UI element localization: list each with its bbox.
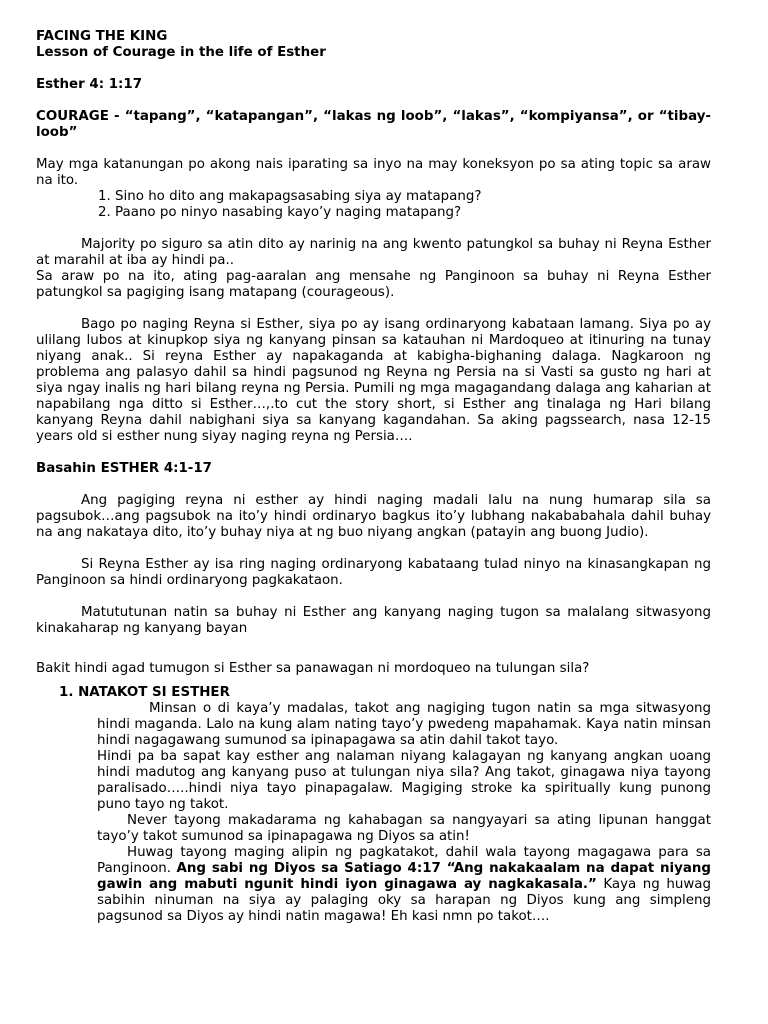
point-paragraph: Hindi pa ba sapat kay esther ang nalaman niyang kalagayan ng kanyang angkan uoang hindi madutog ang kanyang puso at tulungan niya sila? Ang takot, ginagawa niya tayong paralisado…..hindi niya tayo pinapagalaw. Magiging stroke ka spiritually kung punong puno tayo ng takot. <box>97 749 711 812</box>
body-paragraph: Ang pagiging reyna ni esther ay hindi naging madali lalu na nung humarap sila sa pagsubok…ang pagsubok na ito’y hindi ordinaryo bagkus ito’y lubhang nakababahala dahil buhay na ang nakataya dito, ito’y buhay niya at ng buo niyang angkan (patayin ang buong Judio). <box>36 493 711 540</box>
intro-paragraph: May mga katanungan po akong nais iparating sa inyo na may koneksyon po sa ating topic sa araw na ito. <box>36 157 711 188</box>
body-paragraph: Si Reyna Esther ay isa ring naging ordinaryong kabataang tulad ninyo na kinasangkapan ng Panginoon sa hindi ordinaryong pagkakataon. <box>36 557 711 588</box>
point-text: Huwag tayong maging alipin ng pagkatakot, dahil wala tayong magagawa para sa Panginoon. <box>97 845 711 876</box>
point-text: Kaya ng huwag sabihin ninuman na siya ay palaging oky sa harapan ng Diyos kung ang simpleng pagsunod sa Diyos ay hindi natin magawa! Eh kasi nmn po takot…. <box>97 877 711 924</box>
guiding-question: Bakit hindi agad tumugon si Esther sa panawagan ni mordoqueo na tulungan sila? <box>36 661 590 676</box>
point-heading: 1. NATAKOT SI ESTHER <box>59 685 230 700</box>
body-paragraph: Matututunan natin sa buhay ni Esther ang kanyang naging tugon sa malalang sitwasyong kinakaharap ng kanyang bayan <box>36 605 711 636</box>
intro-question-list <box>36 189 711 221</box>
point-paragraph: Minsan o di kaya’y madalas, takot ang nagiging tugon natin sa mga sitwasyong hindi maganda. Lalo na kung alam nating tayo’y pwedeng mapahamak. Kaya natin minsan hindi nagagawang sumunod sa ipinapagawa sa atin dahil takot tayo. <box>97 701 711 748</box>
body-paragraph: Sa araw po na ito, ating pag-aaralan ang mensahe ng Panginoon sa buhay ni Reyna Esther patungkol sa pagiging isang matapang (courageous). <box>36 269 711 300</box>
point-body <box>97 701 711 925</box>
point-paragraph: Never tayong makadarama ng kahabagan sa nangyayari sa ating lipunan hanggat tayo’y takot sumunod sa ipinapagawa ng Diyos sa atin! <box>97 813 711 844</box>
point-paragraph-mixed <box>97 845 711 925</box>
scripture-quote: Ang sabi ng Diyos sa Satiago 4:17 “Ang nakakaalam na dapat niyang gawin ang mabuti ngunit hindi iyon ginagawa ay nagkakasala.” <box>97 861 712 892</box>
body-paragraph: Majority po siguro sa atin dito ay narinig na ang kwento patungkol sa buhay ni Reyna Esther at marahil at iba ay hindi pa.. <box>36 237 711 268</box>
document-subtitle: Lesson of Courage in the life of Esther <box>36 45 326 60</box>
intro-question: 1. Sino ho dito ang makapagsasabing siya ay matapang? <box>98 189 482 204</box>
section-heading: Basahin ESTHER 4:1-17 <box>36 461 213 476</box>
body-paragraph: Bago po naging Reyna si Esther, siya po ay isang ordinaryong kabataan lamang. Siya po ay ulilang lubos at kinupkop siya ng kanyang pinsan sa katauhan ni Mardoqueo at itinuring na tunay niyang anak.. Si reyna Esther ay napakaganda at kabigha-bighaning dalaga. Nagkaroon ng problema ang palasyo dahil sa hindi pagsunod ng Reyna ng Persia na si Vasti sa gusto ng hari at siya ngay inalis ng hari bilang reyna ng Persia. Pumili ng mga magagandang dalaga ang kaharian at napabilang nga ditto si Esther…,.to cut the story short, si Esther ang tinalaga ng Hari bilang kanyang Reyna dahil nabighani siya sa kanyang kagandahan. Sa aking pagssearch, nasa 12-15 years old si esther nung siyay naging reyna ng Persia…. <box>36 317 711 444</box>
scripture-reference: Esther 4: 1:17 <box>36 77 143 92</box>
courage-definition: COURAGE - “tapang”, “katapangan”, “lakas ng loob”, “lakas”, “kompiyansa”, or “tibay-loob” <box>36 109 711 140</box>
intro-question: 2. Paano po ninyo nasabing kayo’y naging matapang? <box>98 205 462 220</box>
document-title: FACING THE KING <box>36 29 168 44</box>
